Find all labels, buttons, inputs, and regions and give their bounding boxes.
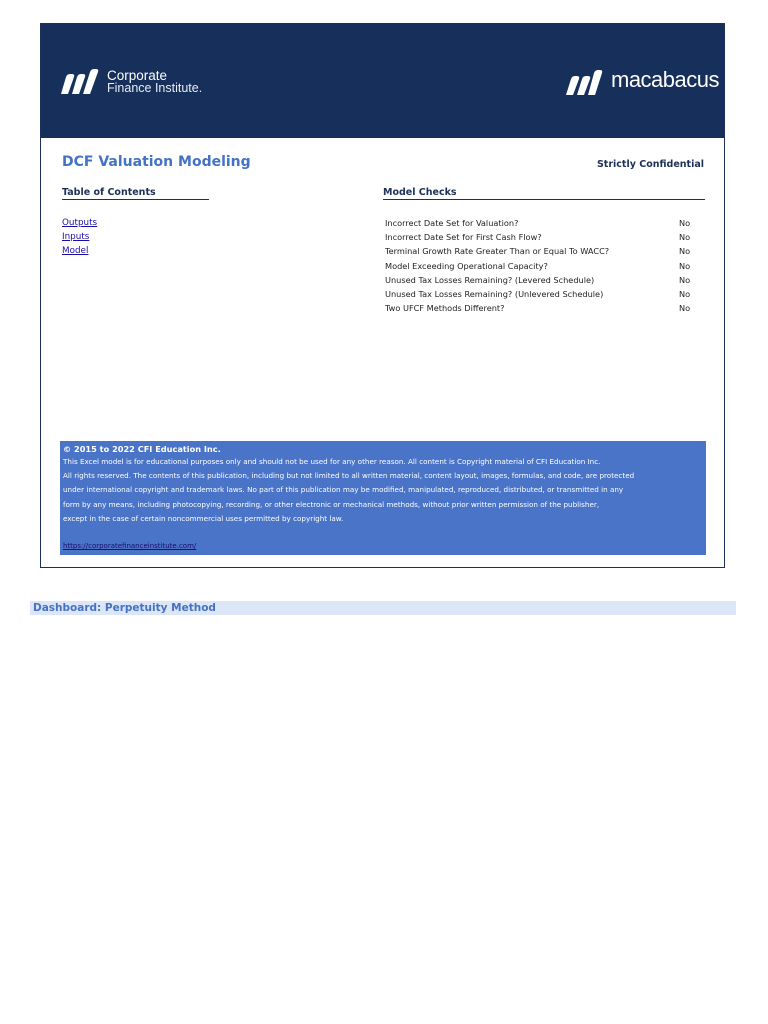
check-label: Two UFCF Methods Different? <box>385 303 505 314</box>
macabacus-logo-mark-icon <box>564 70 608 96</box>
check-row <box>385 259 691 273</box>
toc-link-model[interactable]: Model <box>62 246 89 257</box>
check-row <box>385 216 691 230</box>
check-label: Incorrect Date Set for First Cash Flow? <box>385 232 542 243</box>
cfi-wordmark-line1: Corporate <box>107 68 168 83</box>
confidential-label: Strictly Confidential <box>596 159 704 170</box>
copyright-line: All rights reserved. The contents of this publication, including but not limited to all written material, content layout, images, formulas, and code, are protected <box>63 471 635 481</box>
check-value: No <box>679 303 691 314</box>
check-label: Unused Tax Losses Remaining? (Unlevered Schedule) <box>385 288 604 299</box>
check-label: Model Exceeding Operational Capacity? <box>385 260 548 271</box>
page-title: DCF Valuation Modeling <box>62 154 251 170</box>
copyright-line: except in the case of certain noncommercial uses permitted by copyright law. <box>63 513 344 523</box>
copyright-notice <box>60 441 706 555</box>
model-checks-list <box>385 216 691 315</box>
cfi-logo-mark-icon <box>57 68 101 96</box>
check-value: No <box>679 260 691 271</box>
copyright-line: under international copyright and trademark laws. No part of this publication may be modified, manipulated, reproduced, distributed, or transmitted in any <box>63 485 624 495</box>
cfi-website-link[interactable]: https://corporatefinanceinstitute.com/ <box>63 542 197 550</box>
header-banner <box>41 24 724 138</box>
check-row <box>385 287 691 301</box>
copyright-line: form by any means, including photocopying, recording, or other electronic or mechanical methods, without prior written permission of the publisher, <box>63 499 600 509</box>
check-row <box>385 273 691 287</box>
dashboard-title: Dashboard: Perpetuity Method <box>33 602 216 614</box>
check-row <box>385 230 691 244</box>
check-value: No <box>679 232 691 243</box>
cfi-wordmark-line2: Finance Institute. <box>107 81 203 95</box>
check-label: Incorrect Date Set for Valuation? <box>385 218 519 228</box>
check-value: No <box>679 218 691 228</box>
toc-heading: Table of Contents <box>62 187 209 200</box>
model-checks-heading: Model Checks <box>383 187 705 200</box>
cover-page <box>40 23 725 568</box>
toc-list <box>62 216 97 259</box>
toc-link-inputs[interactable]: Inputs <box>62 232 90 243</box>
check-label: Unused Tax Losses Remaining? (Levered Schedule) <box>385 274 595 285</box>
cfi-wordmark <box>107 69 202 95</box>
copyright-line: This Excel model is for educational purposes only and should not be used for any other reason. All content is Copyright material of CFI Education Inc. <box>63 457 601 466</box>
macabacus-logo <box>564 67 720 97</box>
check-label: Terminal Growth Rate Greater Than or Equal To WACC? <box>385 246 610 257</box>
check-value: No <box>679 288 691 299</box>
check-row <box>385 244 691 258</box>
copyright-heading: © 2015 to 2022 CFI Education Inc. <box>63 444 221 454</box>
macabacus-wordmark: macabacus <box>611 67 720 92</box>
toc-link-outputs[interactable]: Outputs <box>62 218 98 228</box>
dashboard-header-bar <box>30 601 736 615</box>
check-value: No <box>679 274 691 285</box>
check-value: No <box>679 246 691 257</box>
check-row <box>385 301 691 315</box>
